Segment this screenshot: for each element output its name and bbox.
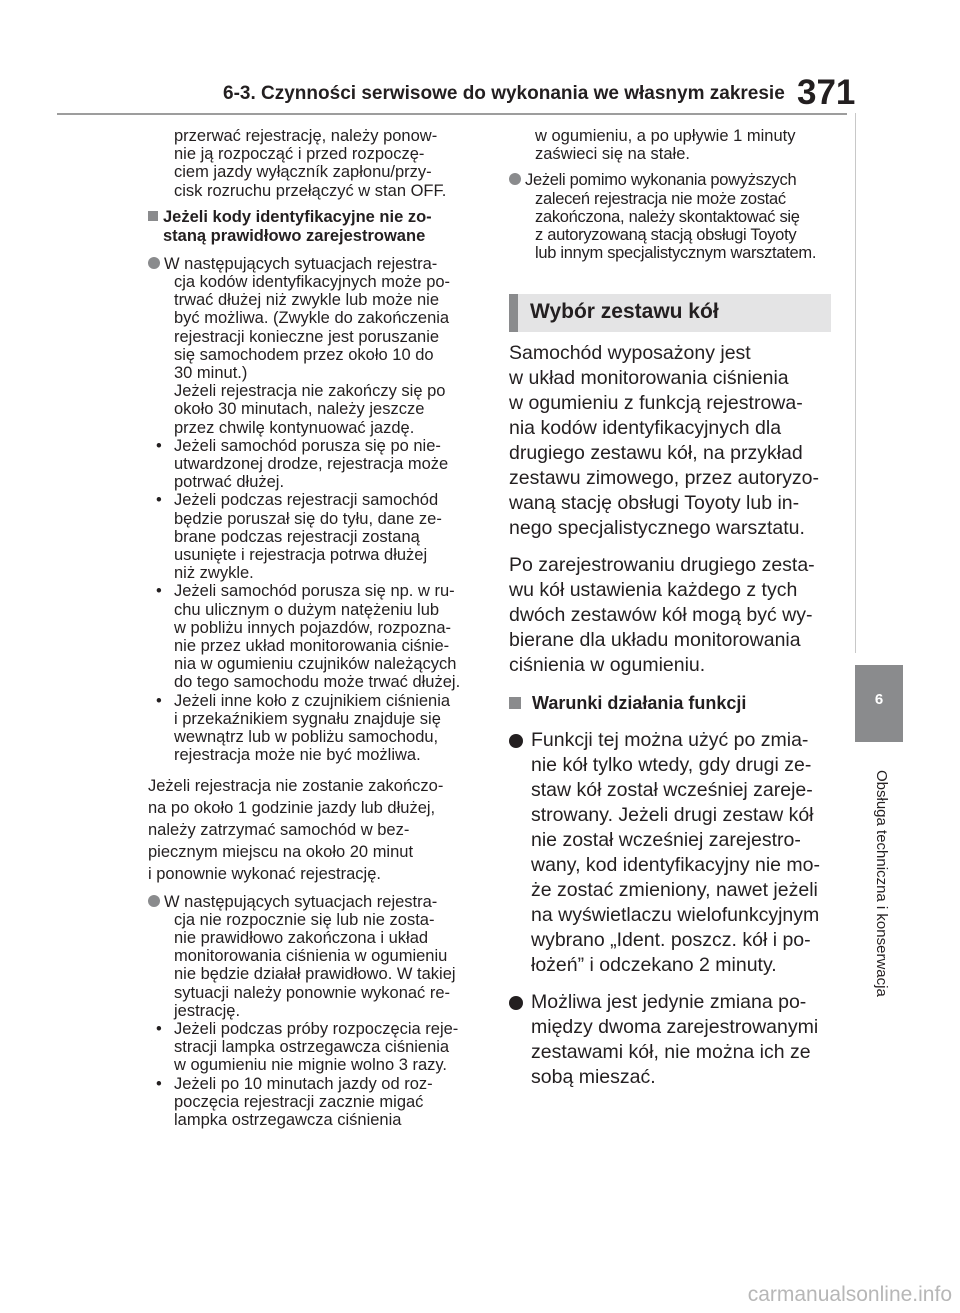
text-line: nie przez układ monitorowania ciśnie- xyxy=(174,637,450,656)
text-line: potrwać dłużej. xyxy=(174,473,285,492)
text-line: między dwoma zarejestrowanymi xyxy=(531,1016,819,1038)
text-line: Po zarejestrowaniu drugiego zesta- xyxy=(509,554,815,576)
text-line: brane podczas rejestracji zostaną xyxy=(174,527,420,546)
text-line: ciśnienia w ogumieniu. xyxy=(509,654,706,676)
text-line: Jeżeli inne koło z czujnikiem ciśnienia xyxy=(174,691,451,710)
text-line: nia w ogumieniu czujników należących xyxy=(174,655,457,674)
text-line: w układ monitorowania ciśnienia xyxy=(509,367,789,389)
circle-bullet-icon xyxy=(509,173,521,185)
text-line: i przekaźnikiem sygnału znajduje się xyxy=(174,709,441,728)
text-line xyxy=(148,208,483,227)
bullet-dot-icon: • xyxy=(156,1074,162,1093)
paragraph-retry xyxy=(148,775,483,885)
big-bullet-1 xyxy=(509,728,839,978)
text-line: Jeżeli po 10 minutach jazdy od roz- xyxy=(174,1074,433,1093)
text-line: będzie poruszał się do tyłu, dane ze- xyxy=(174,509,442,528)
list-item xyxy=(148,1075,483,1130)
text-line: nie kół tylko wtedy, gdy drugi ze- xyxy=(531,754,812,776)
text-line: wybrano „Ident. poszcz. kół i po- xyxy=(531,929,811,951)
list-item xyxy=(148,692,483,765)
chapter-number: 6 xyxy=(874,691,884,708)
text-line: waną stację obsługi Toyoty lub in- xyxy=(509,492,800,514)
page-number: 371 xyxy=(797,73,856,112)
text-line: Funkcji tej można użyć po zmia- xyxy=(531,729,809,751)
text-line: cja kodów identyfikacyjnych może po- xyxy=(174,273,451,292)
circle-bullet-icon xyxy=(148,257,160,269)
text-line: dwóch zestawów kół mogą być wy- xyxy=(509,604,813,626)
text-line: nia kodów identyfikacyjnych dla xyxy=(509,417,782,439)
bullet-block-2 xyxy=(148,893,483,1020)
text-line: w ogumieniu, a po upływie 1 minuty xyxy=(535,127,796,145)
text-line: nego specjalistycznego warsztatu. xyxy=(509,517,805,539)
paragraph-second-set xyxy=(509,553,839,678)
text-line: nie został wcześniej zarejestro- xyxy=(531,829,801,851)
chapter-tab xyxy=(855,665,903,742)
text-line: chu ulicznym o dużym natężeniu lub xyxy=(174,600,440,619)
right-column-top xyxy=(509,127,839,262)
watermark: carmanualsonline.info xyxy=(747,1283,952,1306)
list-item xyxy=(148,582,483,691)
text-line xyxy=(148,255,483,273)
text-line: Jeżeli podczas próby rozpoczęcia reje- xyxy=(174,1019,459,1038)
square-bullet-icon xyxy=(148,211,158,221)
text-line: cja nie rozpocznie się lub nie zosta- xyxy=(174,910,435,929)
text-line: rejestracji konieczne jest poruszanie xyxy=(174,327,440,346)
left-column xyxy=(148,127,483,1129)
bullet-block-1 xyxy=(148,255,483,437)
text-line: bierane dla układu monitorowania xyxy=(509,629,801,651)
text-line: zakończona, należy skontaktować się xyxy=(535,207,800,226)
text-line: drugiego zestawu kół, na przykład xyxy=(509,442,803,464)
text-line: lub innym specjalistycznym warsztatem. xyxy=(535,244,817,263)
text-line: Jeżeli pomimo wykonania powyższych xyxy=(509,171,839,189)
text-line: że zostać zmieniony, nawet jeżeli xyxy=(531,879,818,901)
text-line: W następujących sytuacjach rejestra- xyxy=(164,254,438,273)
section-bar xyxy=(509,294,518,332)
text-line: W następujących sytuacjach rejestra- xyxy=(148,893,483,911)
section-heading xyxy=(509,294,831,332)
text-line: na wyświetlaczu wielofunkcyjnym xyxy=(531,904,820,926)
text-line: trwać dłużej niż zwykle lub może nie xyxy=(174,291,440,310)
text-line: monitorowania ciśnienia w ogumieniu xyxy=(174,947,448,966)
text-line: z autoryzowaną stacją obsługi Toyoty xyxy=(535,226,797,245)
text-line: i ponownie wykonać rejestrację. xyxy=(148,864,381,883)
text-line: łożeń” i odczekano 2 minuty. xyxy=(531,954,777,976)
text-line: Samochód wyposażony jest xyxy=(509,342,751,364)
text-line: cisk rozruchu przełączyć w stan OFF. xyxy=(174,181,447,200)
header-rule xyxy=(57,113,847,115)
text-line: Jeżeli samochód porusza się po nie- xyxy=(174,436,441,455)
intro-text xyxy=(148,127,483,200)
text-line: staną prawidłowo zarejestrowane xyxy=(163,226,426,245)
text-line: zestawami kół, nie można ich ze xyxy=(531,1041,811,1063)
text-line: zestawu zimowego, przez autoryzo- xyxy=(509,467,819,489)
heading-function-conditions: Warunki działania funkcji xyxy=(509,691,839,716)
text-line: staw kół został wcześniej zareje- xyxy=(531,779,813,801)
list-item xyxy=(148,437,483,492)
circle-bullet-icon xyxy=(148,895,160,907)
text-line: strowany. Jeżeli drugi zestaw kół xyxy=(531,804,814,826)
text-line: na po około 1 godzinie jazdy lub dłużej, xyxy=(148,798,436,817)
bullet-dot-icon: • xyxy=(156,491,162,510)
right-column-body xyxy=(509,341,839,1090)
text-line: Jeżeli rejestracja nie zakończy się po xyxy=(174,382,446,401)
text-line: sytuacji należy ponownie wykonać re- xyxy=(174,983,451,1002)
text-line: przez chwilę kontynuować jazdę. xyxy=(174,418,415,437)
circle-bullet-icon xyxy=(509,734,523,748)
text-line: stracji lampka ostrzegawcza ciśnienia xyxy=(174,1038,450,1057)
text-line: się samochodem przez około 10 do xyxy=(174,345,434,364)
text-line: poczęcia rejestracji zacznie migać xyxy=(174,1092,424,1111)
text-line: utwardzonej drodze, rejestracja może xyxy=(174,455,449,474)
heading-registration-failure xyxy=(148,208,483,246)
text-line: Możliwa jest jedynie zmiana po- xyxy=(531,991,807,1013)
text-line: usunięte i rejestracja potrwa dłużej xyxy=(174,546,428,565)
text-line: niż zwykle. xyxy=(174,564,254,583)
text-line: Jeżeli rejestracja nie zostanie zakończo- xyxy=(148,776,444,795)
text-line: wu kół ustawienia każdego z tych xyxy=(509,579,798,601)
text-line: ciem jazdy wyłączník zapłonu/przy- xyxy=(174,163,432,182)
circle-bullet-icon xyxy=(509,996,523,1010)
text-line: w ogumieniu z funkcją rejestrowa- xyxy=(509,392,803,414)
text-line: sobą mieszać. xyxy=(531,1066,656,1088)
continued-text xyxy=(509,127,839,163)
paragraph-intro xyxy=(509,341,839,541)
sub-list-2 xyxy=(148,1020,483,1129)
bullet-dot-icon: • xyxy=(156,1019,162,1038)
text-line: nie prawidłowo zakończona i układ xyxy=(174,928,429,947)
list-item xyxy=(148,491,483,582)
bullet-block-3 xyxy=(509,171,839,262)
text-line: w pobliżu innych pojazdów, rozpozna- xyxy=(174,618,451,637)
text-line: nie będzie działał prawidłowo. W takiej xyxy=(174,965,456,984)
text-line: zaświeci się na stałe. xyxy=(535,145,690,164)
text-line: rejestracja może nie być możliwa. xyxy=(174,746,421,765)
list-item xyxy=(148,1020,483,1075)
bullet-dot-icon: • xyxy=(156,582,162,601)
section-heading-text: Wybór zestawu kół xyxy=(530,300,719,323)
text-line: zaleceń rejestracja nie może zostać xyxy=(535,189,786,208)
section-title: 6-3. Czynności serwisowe do wykonania we własnym zakresie xyxy=(223,83,785,104)
text-line: do tego samochodu może trwać dłużej. xyxy=(174,673,461,692)
text-line: należy zatrzymać samochód w bez- xyxy=(148,820,410,839)
sub-list-1 xyxy=(148,437,483,765)
text-line: wany, kod identyfikacyjny nie mo- xyxy=(531,854,821,876)
big-bullet-2 xyxy=(509,990,839,1090)
text-line: piecznym miejscu na około 20 minut xyxy=(148,842,414,861)
text-line: w ogumieniu nie mignie wolno 3 razy. xyxy=(174,1056,447,1075)
chapter-title: Obsługa techniczna i konserwacja xyxy=(873,770,890,997)
text-line: przerwać rejestrację, należy ponow- xyxy=(174,127,438,145)
text-line: nie ją rozpocząć i przed rozpoczę- xyxy=(174,145,425,164)
text-line: być możliwa. (Zwykle do zakończenia xyxy=(174,309,450,328)
text-line: lampka ostrzegawcza ciśnienia xyxy=(174,1110,402,1129)
square-bullet-icon xyxy=(509,697,521,709)
text-line: jestrację. xyxy=(174,1001,241,1020)
bullet-dot-icon: • xyxy=(156,436,162,455)
text-line: około 30 minutach, należy jeszcze xyxy=(174,400,425,419)
text-line: wewnątrz lub w pobliżu samochodu, xyxy=(174,728,439,747)
text-line: Jeżeli podczas rejestracji samochód xyxy=(174,491,439,510)
text-line: Jeżeli kody identyfikacyjne nie zo- xyxy=(163,207,432,226)
text-line: Jeżeli samochód porusza się np. w ru- xyxy=(174,582,455,601)
side-divider xyxy=(855,113,856,653)
bullet-dot-icon: • xyxy=(156,691,162,710)
text-line: 30 minut.) xyxy=(174,364,248,383)
